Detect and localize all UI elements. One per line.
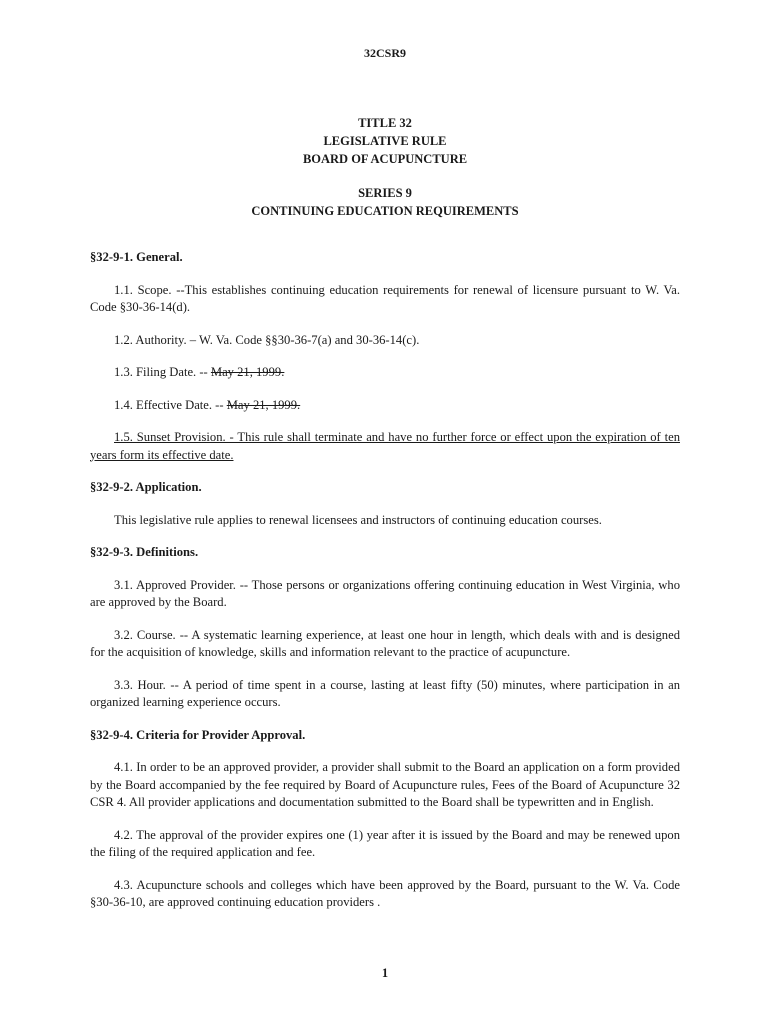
section-heading-application: §32-9-2. Application. [90,480,202,494]
paragraph-scope: 1.1. Scope. --This establishes continuing education requirements for renewal of licensure pursuant to W. Va. Code §30-36-14(d). [90,282,680,314]
section-heading-definitions: §32-9-3. Definitions. [90,545,199,559]
rule-type: LEGISLATIVE RULE [323,134,447,148]
series-number: SERIES 9 [358,186,412,200]
paragraph-schools-approved: 4.3. Acupuncture schools and colleges which have been approved by the Board, pursuant to the W. Va. Code §30-36-10, are approved continuing education providers . [90,877,680,909]
section-heading-provider-approval: §32-9-4. Criteria for Provider Approval. [90,727,306,742]
document-body [90,249,680,927]
paragraph-approval-expiry: 4.2. The approval of the provider expires one (1) year after it is issued by the Board and may be renewed upon the filing of the required application and fee. [90,827,680,859]
paragraph-authority: 1.2. Authority. – W. Va. Code §§30-36-7(a) and 30-36-14(c). [114,332,420,347]
board-name: BOARD OF ACUPUNCTURE [302,152,468,166]
effective-date-label: 1.4. Effective Date. -- [114,397,227,412]
paragraph-provider-application: 4.1. In order to be an approved provider, a provider shall submit to the Board an application on a form provided by the Board accompanied by the fee required by Board of Acupuncture rules, Fees of the Board of Acupuncture 32 CSR 4. All provider applications and documentation submitted to the Board shall be typewritten and in English. [90,760,680,809]
title-block [0,114,770,220]
paragraph-effective-date [90,397,680,415]
title-line: TITLE 32 [358,116,412,130]
sunset-provision-text: 1.5. Sunset Provision. - This rule shall terminate and have no further force or effect upon the expiration of ten years form its effective date. [90,430,680,462]
section-heading-general: §32-9-1. General. [90,250,183,264]
paragraph-hour: 3.3. Hour. -- A period of time spent in a course, lasting at least fifty (50) minutes, where participation in an organized learning experience occurs. [90,677,680,709]
effective-date-struck: May 21, 1999. [226,397,301,412]
series-title: CONTINUING EDUCATION REQUIREMENTS [251,204,519,218]
document-code: 32CSR9 [363,46,406,60]
paragraph-filing-date [90,364,680,382]
paragraph-course: 3.2. Course. -- A systematic learning experience, at least one hour in length, which deals with and is designed for the acquisition of knowledge, skills and information relevant to the practice of acupuncture. [90,627,680,659]
paragraph-sunset-provision [90,429,680,464]
paragraph-application: This legislative rule applies to renewal licensees and instructors of continuing education courses. [114,512,602,527]
page-number: 1 [381,966,389,980]
filing-date-label: 1.3. Filing Date. -- [114,365,211,379]
paragraph-approved-provider: 3.1. Approved Provider. -- Those persons or organizations offering continuing education in West Virginia, who are approved by the Board. [90,577,680,609]
filing-date-struck: May 21, 1999. [210,365,285,379]
